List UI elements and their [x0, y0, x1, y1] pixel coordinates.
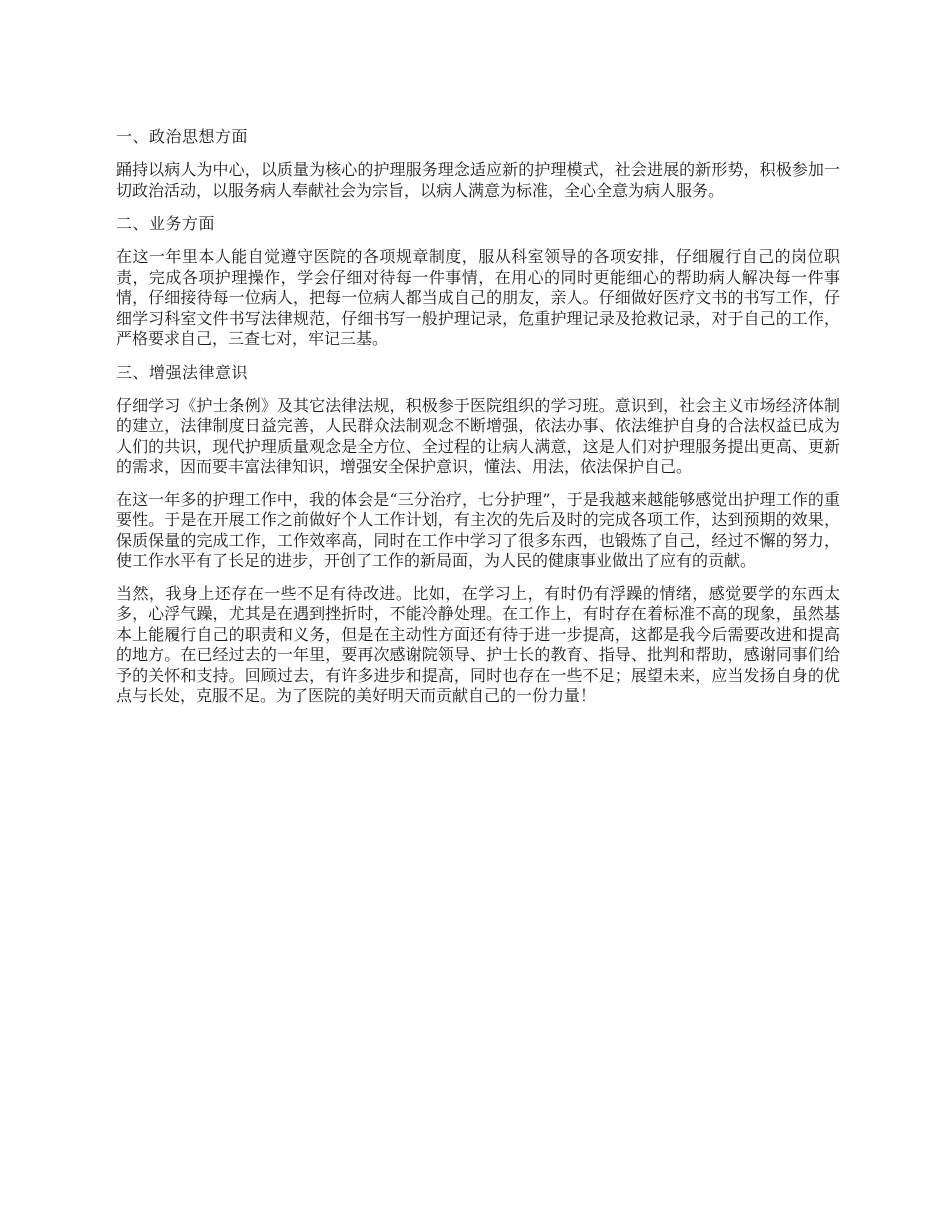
paragraph-business: 在这一年里本人能自觉遵守医院的各项规章制度，服从科室领导的各项安排，仔细履行自己的岗位职责，完成各项护理操作，学会仔细对待每一件事情，在用心的同时更能细心的帮助病人解决每一件事情，仔细接待每一位病人，把每一位病人都当成自己的朋友，亲人。仔细做好医疗文书的书写工作，仔细学习科室文件书写法律规范，仔细书写一般护理记录，危重护理记录及抢救记录，对于自己的工作，严格要求自己，三查七对，牢记三基。 [116, 247, 840, 348]
paragraph-shortcomings: 当然，我身上还存在一些不足有待改进。比如，在学习上，有时仍有浮躁的情绪，感觉要学的东西太多，心浮气躁，尤其是在遇到挫折时，不能冷静处理。在工作上，有时存在着标准不高的现象，虽然基本上能履行自己的职责和义务，但是在主动性方面还有待于进一步提高，这都是我今后需要改进和提高的地方。在已经过去的一年里，要再次感谢院领导、护士长的教育、指导、批判和帮助，感谢同事们给予的关怀和支持。回顾过去，有许多进步和提高，同时也存在一些不足；展望未来，应当发扬自身的优点与长处，克服不足。为了医院的美好明天而贡献自己的一份力量！ [116, 583, 840, 705]
section-heading-legal: 三、增强法律意识 [116, 362, 249, 382]
paragraph-political: 踊持以病人为中心，以质量为核心的护理服务理念适应新的护理模式，社会进展的新形势，积极参加一切政治活动，以服务病人奉献社会为宗旨，以病人满意为标准，全心全意为病人服务。 [116, 160, 840, 200]
section-heading-political: 一、政治思想方面 [116, 127, 249, 146]
document-body [116, 126, 840, 719]
paragraph-experience: 在这一年多的护理工作中，我的体会是“三分治疗，七分护理”，于是我越来越能够感觉出护理工作的重要性。于是在开展工作之前做好个人工作计划，有主次的先后及时的完成各项工作，达到预期的效果，保质保量的完成工作，工作效率高，同时在工作中学习了很多东西，也锻炼了自己，经过不懈的努力，使工作水平有了长足的进步，开创了工作的新局面，为人民的健康事业做出了应有的贡献。 [116, 489, 840, 570]
section-heading-business: 二、业务方面 [116, 214, 216, 233]
paragraph-legal: 仔细学习《护士条例》及其它法律法规，积极参于医院组织的学习班。意识到，社会主义市场经济体制的建立，法律制度日益完善，人民群众法制观念不断增强，依法办事、依法维护自身的合法权益已成为人们的共识，现代护理质量观念是全方位、全过程的让病人满意，这是人们对护理服务提出更高、更新的需求，因而要丰富法律知识，增强安全保护意识，懂法、用法，依法保护自己。 [116, 395, 840, 476]
